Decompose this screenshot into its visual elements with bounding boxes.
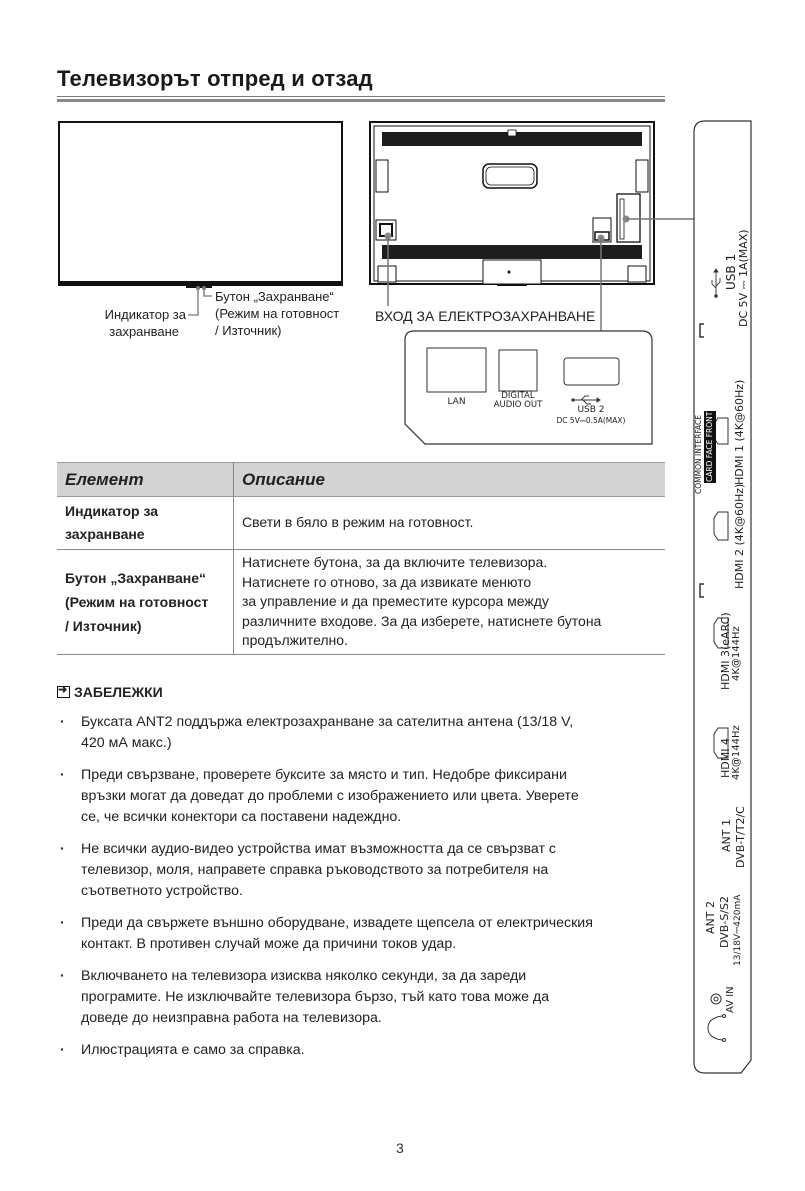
description-line: Натиснете го отново, за да извикате менюто xyxy=(242,573,532,590)
page-title: Телевизорът отпред и отзад xyxy=(57,66,373,91)
description-cell xyxy=(234,550,666,655)
element-line: Бутон „Захранване“ xyxy=(65,569,206,586)
element-line: / Източник) xyxy=(65,617,142,634)
note-item xyxy=(57,839,667,902)
hdmi4-spec-label: 4K@144Hz xyxy=(731,725,742,780)
common-interface-label: COMMON INTERFACE xyxy=(694,415,703,494)
ant2-power-label: 13/18V⎓420mA xyxy=(733,894,743,966)
card-face-front-label: CARD FACE FRONT xyxy=(705,411,714,482)
label-line-1: DIGITAL xyxy=(501,391,535,401)
usb1-power-label: DC 5V ⎓ 1A(MAX) xyxy=(737,229,750,327)
lan-label: LAN xyxy=(447,397,466,407)
note-line: се, че всички конектори са поставени надеждно. xyxy=(81,809,402,825)
description-line: различните входове. За да изберете, натиснете бутона xyxy=(242,612,602,629)
table-header-row xyxy=(57,463,665,497)
note-line: · Илюстрацията е само за справка. xyxy=(81,1042,305,1058)
note-item xyxy=(57,1040,667,1061)
note-item xyxy=(57,913,667,955)
note-line: контакт. В противен случай може да причини токов удар. xyxy=(81,936,457,952)
note-line: · Буксата ANT2 поддържа електрозахранване за сателитна антена (13/18 V, xyxy=(81,714,574,730)
elements-table xyxy=(57,462,665,655)
hdmi2-port xyxy=(714,512,728,540)
note-item xyxy=(57,966,667,1029)
ant1-label: ANT 1 xyxy=(720,819,733,852)
hdmi2-label: HDMI 2 (4K@60Hz) xyxy=(733,483,746,589)
ant2-spec-label: DVB-S/S2 xyxy=(718,896,731,948)
callout-line-2: (Режим на готовност xyxy=(215,306,340,321)
callout-line-3: / Източник) xyxy=(215,323,282,338)
table-row xyxy=(57,550,665,655)
note-line: съответното устройство. xyxy=(81,883,243,899)
note-line: · Преди свързване, проверете буксите за място и тип. Недобре фиксирани xyxy=(81,767,567,783)
element-cell xyxy=(57,550,234,655)
notes-list xyxy=(57,712,667,1072)
hdmi1-label: HDMI 1 (4K@60Hz) xyxy=(733,379,746,485)
note-arrow-icon xyxy=(57,686,70,698)
element-line: захранване xyxy=(65,526,145,542)
notes-heading xyxy=(57,684,163,700)
hdmi3-label: HDMI 3(eARC) xyxy=(719,612,732,690)
hdmi1-port xyxy=(714,418,728,444)
element-line: (Режим на готовност xyxy=(65,593,209,610)
note-line: 420 мА макс.) xyxy=(81,735,172,751)
ant2-label: ANT 2 xyxy=(704,901,717,934)
hdmi4-label: HDMI 4 xyxy=(719,738,732,778)
callout-line-1: Индикатор за xyxy=(104,307,186,322)
note-line: · Преди да свържете външно оборудване, извадете щепсела от електрическия xyxy=(81,915,593,931)
usb2-label: USB 2 xyxy=(577,405,605,415)
note-item xyxy=(57,712,667,754)
power-input-label: ВХОД ЗА ЕЛЕКТРОЗАХРАНВАНЕ xyxy=(375,308,596,324)
column-header-description: Описание xyxy=(234,463,666,497)
note-line: · Включването на телевизора изисква няколко секунди, за да зареди xyxy=(81,968,527,984)
note-item xyxy=(57,765,667,828)
notes-title: ЗАБЕЛЕЖКИ xyxy=(74,684,163,700)
hdmi3-spec-label: 4K@144Hz xyxy=(731,626,742,681)
callout-line-2: захранване xyxy=(109,324,179,339)
ant1-spec-label: DVB-T/T2/C xyxy=(734,806,747,868)
usb2-power-label: DC 5V⎓0.5A(MAX) xyxy=(556,416,626,425)
element-line: Индикатор за xyxy=(65,503,159,519)
usb1-label: USB 1 xyxy=(724,253,738,290)
note-line: доведе до неизправна работа на телевизора. xyxy=(81,1010,382,1026)
element-cell xyxy=(57,497,234,550)
description-line: Натиснете бутона, за да включите телевизора. xyxy=(242,554,548,570)
av-in-label: AV IN xyxy=(725,986,736,1013)
note-line: връзки могат да доведат до проблеми с изображението или цвета. Уверете xyxy=(81,788,579,804)
description-line: продължително. xyxy=(242,632,348,648)
callout-line-1: Бутон „Захранване“ xyxy=(215,289,334,304)
note-line: телевизор, моля, направете справка ръководството за потребителя на xyxy=(81,862,549,878)
note-line: програмите. Не изключвайте телевизора бързо, тъй като това може да xyxy=(81,989,550,1005)
label-line-2: AUDIO OUT xyxy=(493,400,543,410)
column-header-element: Елемент xyxy=(57,463,234,497)
page-number: 3 xyxy=(396,1140,404,1156)
note-line: · Не всички аудио-видео устройства имат възможността да се свързват с xyxy=(81,841,556,857)
description-line: за управление и да преместите курсора между xyxy=(242,593,549,609)
description-cell: Свети в бяло в режим на готовност. xyxy=(234,497,666,550)
table-row xyxy=(57,497,665,550)
